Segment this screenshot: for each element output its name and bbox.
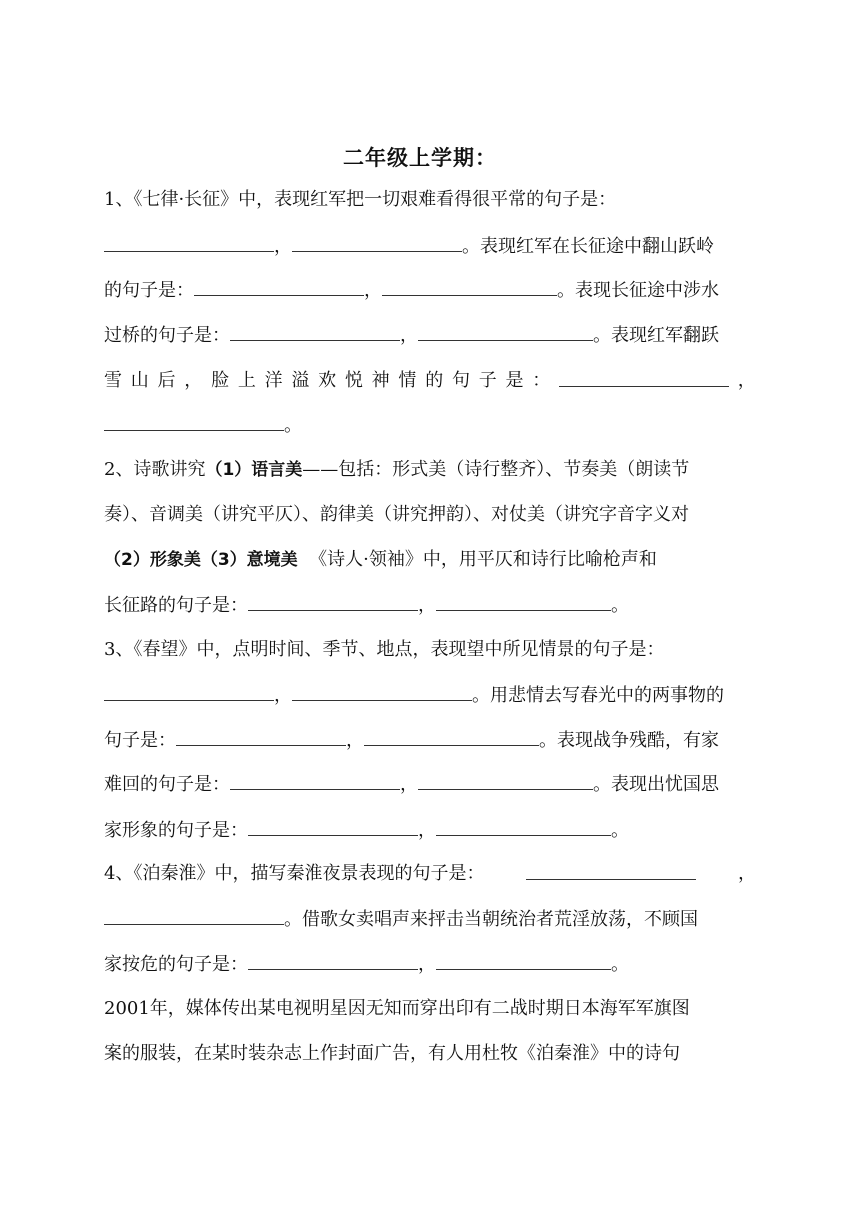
fill-blank[interactable] bbox=[230, 769, 400, 790]
char: 溢 bbox=[291, 370, 310, 391]
q1-text-1: 1、《七律·长征》中，表现红军把一切艰难看得很平常的句子是： bbox=[104, 189, 617, 210]
comma: ， bbox=[274, 236, 292, 257]
q3-text-2: 。用悲情去写春光中的两事物的 bbox=[472, 685, 724, 706]
comma: ， bbox=[400, 325, 418, 346]
char: 子 bbox=[478, 370, 497, 391]
fill-blank[interactable] bbox=[248, 815, 418, 836]
q3-line-2 bbox=[104, 680, 756, 711]
comma: ， bbox=[737, 370, 756, 391]
fill-blank[interactable] bbox=[292, 231, 462, 252]
char: 山 bbox=[130, 370, 149, 391]
q3-text-1: 3、《春望》中，点明时间、季节、地点，表现望中所见情景的句子是： bbox=[104, 639, 665, 660]
q2-bold-heading: （1）语言美 bbox=[205, 460, 303, 480]
period: 。 bbox=[284, 415, 302, 436]
char: 神 bbox=[371, 370, 390, 391]
period: 。 bbox=[611, 595, 629, 616]
char: ： bbox=[532, 370, 551, 391]
fill-blank[interactable] bbox=[104, 231, 274, 252]
fill-blank[interactable] bbox=[418, 769, 593, 790]
char: 的 bbox=[425, 370, 444, 391]
q4-line-1 bbox=[104, 859, 756, 889]
comma: ， bbox=[364, 280, 382, 301]
q3-text-3: 句子是： bbox=[104, 730, 176, 751]
comma: ， bbox=[418, 820, 436, 841]
comma: ， bbox=[737, 863, 756, 884]
fill-blank[interactable] bbox=[436, 949, 611, 970]
q2-text-3: 奏）、音调美（讲究平仄）、韵律美（讲究押韵）、对仗美（讲究字音字义对 bbox=[104, 504, 689, 525]
fill-blank[interactable] bbox=[364, 725, 539, 746]
char: 悦 bbox=[344, 370, 363, 391]
char: 后 bbox=[157, 370, 176, 391]
p5-text-1: 2001年，媒体传出某电视明星因无知而穿出印有二战时期日本海军军旗图 bbox=[104, 998, 690, 1019]
q1-line-6 bbox=[104, 410, 756, 441]
p5-line-1 bbox=[104, 994, 756, 1024]
fill-blank[interactable] bbox=[194, 275, 364, 296]
char: 句 bbox=[451, 370, 470, 391]
char: ， bbox=[184, 370, 203, 391]
q3-line-4 bbox=[104, 769, 756, 800]
q1-text-2: 。表现红军在长征途中翻山跃岭 bbox=[462, 236, 714, 257]
q4-text-3: 家按危的句子是： bbox=[104, 954, 248, 975]
q2-text-5: 长征路的句子是： bbox=[104, 595, 248, 616]
q3-text-4: 。表现战争残酷，有家 bbox=[539, 730, 719, 751]
comma: ， bbox=[400, 774, 418, 795]
fill-blank[interactable] bbox=[559, 366, 729, 387]
comma: ， bbox=[274, 685, 292, 706]
char: 雪 bbox=[104, 370, 122, 391]
char: 脸 bbox=[211, 370, 230, 391]
fill-blank[interactable] bbox=[104, 680, 274, 701]
fill-blank[interactable] bbox=[436, 815, 611, 836]
q3-line-5 bbox=[104, 815, 756, 846]
fill-blank[interactable] bbox=[104, 904, 284, 925]
q3-text-5: 难回的句子是： bbox=[104, 774, 230, 795]
q4-line-3 bbox=[104, 949, 756, 980]
q2-line-1 bbox=[104, 455, 756, 485]
char: 是 bbox=[505, 370, 524, 391]
q4-line-2 bbox=[104, 904, 756, 935]
fill-blank[interactable] bbox=[230, 320, 400, 341]
comma: ， bbox=[346, 730, 364, 751]
period: 。 bbox=[611, 820, 629, 841]
q2-bold-heading-2: （2）形象美（3）意境美 bbox=[104, 550, 298, 570]
fill-blank[interactable] bbox=[248, 590, 418, 611]
q1-line-5 bbox=[104, 366, 756, 396]
q3-text-7: 家形象的句子是： bbox=[104, 820, 248, 841]
q3-line-3 bbox=[104, 725, 756, 756]
period: 。 bbox=[611, 954, 629, 975]
fill-blank[interactable] bbox=[526, 859, 696, 880]
fill-blank[interactable] bbox=[104, 410, 284, 431]
q2-text-1: 2、诗歌讲究 bbox=[104, 459, 206, 480]
fill-blank[interactable] bbox=[292, 680, 472, 701]
q2-line-2 bbox=[104, 500, 756, 530]
q1-text-4: 。表现长征途中涉水 bbox=[557, 280, 719, 301]
q1-text-6: 。表现红军翻跃 bbox=[593, 325, 719, 346]
comma: ， bbox=[418, 595, 436, 616]
q1-line-2 bbox=[104, 231, 756, 262]
comma: ， bbox=[418, 954, 436, 975]
fill-blank[interactable] bbox=[418, 320, 593, 341]
q3-line-1 bbox=[104, 635, 756, 665]
section-title: 二年级上学期： bbox=[343, 146, 497, 170]
char: 情 bbox=[398, 370, 417, 391]
q4-text-2: 。借歌女卖唱声来抨击当朝统治者荒淫放荡，不顾国 bbox=[284, 909, 698, 930]
q2-line-3 bbox=[104, 545, 756, 575]
fill-blank[interactable] bbox=[382, 275, 557, 296]
p5-line-2 bbox=[104, 1039, 756, 1069]
p5-text-2: 案的服装，在某时装杂志上作封面广告，有人用杜牧《泊秦淮》中的诗句 bbox=[104, 1043, 680, 1064]
q1-line-4 bbox=[104, 320, 756, 351]
char: 上 bbox=[237, 370, 256, 391]
q1-line-1 bbox=[104, 185, 756, 215]
q4-text-1: 4、《泊秦淮》中，描写秦淮夜景表现的句子是： bbox=[104, 863, 485, 884]
char: 欢 bbox=[318, 370, 337, 391]
fill-blank[interactable] bbox=[436, 590, 611, 611]
q2-text-4: 《诗人·领袖》中，用平仄和诗行比喻枪声和 bbox=[297, 549, 657, 570]
fill-blank[interactable] bbox=[176, 725, 346, 746]
char: 洋 bbox=[264, 370, 283, 391]
q1-text-5: 过桥的句子是： bbox=[104, 325, 230, 346]
q2-line-4 bbox=[104, 590, 756, 621]
fill-blank[interactable] bbox=[248, 949, 418, 970]
q3-text-6: 。表现出忧国思 bbox=[593, 774, 719, 795]
q2-text-2: ——包括：形式美（诗行整齐）、节奏美（朗读节 bbox=[302, 459, 690, 480]
q1-text-3: 的句子是： bbox=[104, 280, 194, 301]
q1-line-3 bbox=[104, 275, 756, 306]
